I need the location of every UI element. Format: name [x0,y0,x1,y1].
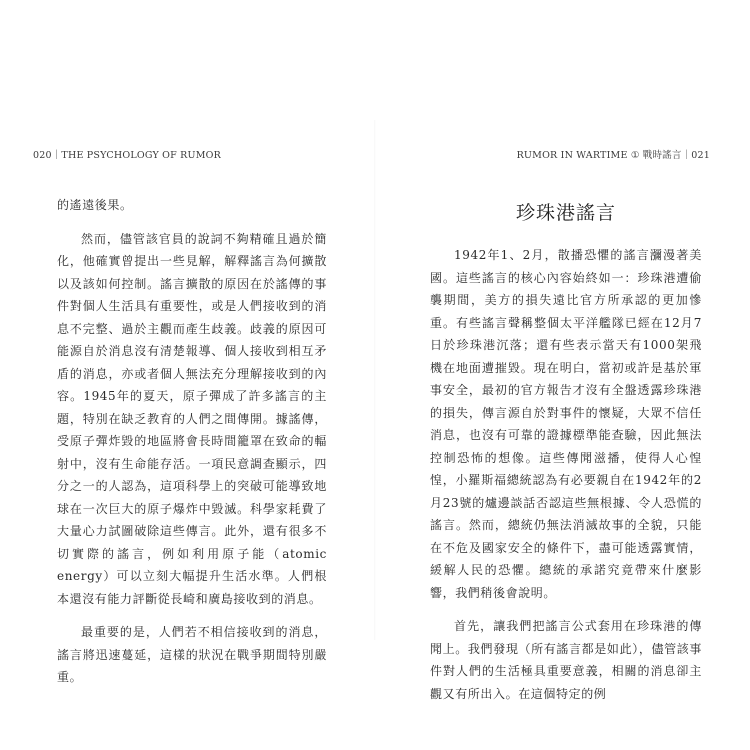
left-paragraph-2: 然而，儘管該官員的說詞不夠精確且過於簡化，他確實曾提出一些見解，解釋謠言為何擴散以及該如何控制。謠言擴散的原因在於謠傳的事件對個人生活具有重要性，或是人們接收到的消息不完整、過於主觀而產生歧義。歧義的原因可能源自於消息沒有清楚報導、個人接收到相互矛盾的消息，亦或者個人無法充分理解接收到的內容。1945年的夏天，原子彈成了許多謠言的主題，特別在缺乏教育的人們之間傳開。據謠傳，受原子彈炸毀的地區將會長時間籠罩在致命的輻射中，沒有生命能存活。一項民意調查顯示，四分之一的人認為，這項科學上的突破可能導致地球在一次巨大的原子爆炸中毀滅。科學家耗費了大量心力試圖破除這些傳言。此外，還有很多不切實際的謠言，例如利用原子能（atomic energy）可以立刻大幅提升生活水準。人們根本還沒有能力評斷從長崎和廣島接收到的消息。 [57,231,327,606]
paragraph-spacer [57,217,327,228]
right-paragraph-1: 1942年1、2月，散播恐懼的謠言瀰漫著美國。這些謠言的核心內容始終如一：珍珠港遭偷襲期間，美方的損失遠比官方所承認的更加慘重。有些謠言聲稱整個太平洋艦隊已經在12月7日於珍珠港沉落；還有些表示當天有1000架飛機在地面遭摧毀。現在明白，當初或許是基於軍事安全，最初的官方報告才沒有全盤透露珍珠港的損失，傳言源自於對事件的懷疑，大眾不信任消息，也沒有可靠的證據標準能查驗，因此無法控制恐怖的想像。這些傳聞滋播，使得人心惶惶，小羅斯福總統認為有必要親自在1942年的2月23號的爐邊談話否認這些無根據、令人恐慌的謠言。然而，總統仍無法消滅故事的全貌，只能在不危及國家安全的條件下，盡可能透露實情，緩解人民的恐懼。總統的承諾究竟帶來什麼影響，我們稍後會說明。 [430,248,702,600]
left-page-body [57,194,327,689]
left-paragraph-1: 的遙遠後果。 [57,198,133,212]
paragraph-spacer [57,610,327,621]
section-title: 珍珠港謠言 [515,202,616,224]
paragraph-spacer [430,604,702,615]
book-gutter [374,120,376,640]
running-head-left: 020｜THE PSYCHOLOGY OF RUMOR [33,150,221,161]
running-head-right: RUMOR IN WARTIME ① 戰時謠言｜021 [516,150,710,161]
left-paragraph-3: 最重要的是，人們若不相信接收到的消息，謠言將迅速蔓延，這樣的狀況在戰爭期間特別嚴重。 [57,625,327,684]
right-paragraph-2: 首先，讓我們把謠言公式套用在珍珠港的傳聞上。我們發現（所有謠言都是如此），儘管該事件對人們的生活極具重要意義，相關的消息卻主觀又有所出入。在這個特定的例 [430,619,702,701]
right-page-body [430,200,702,705]
